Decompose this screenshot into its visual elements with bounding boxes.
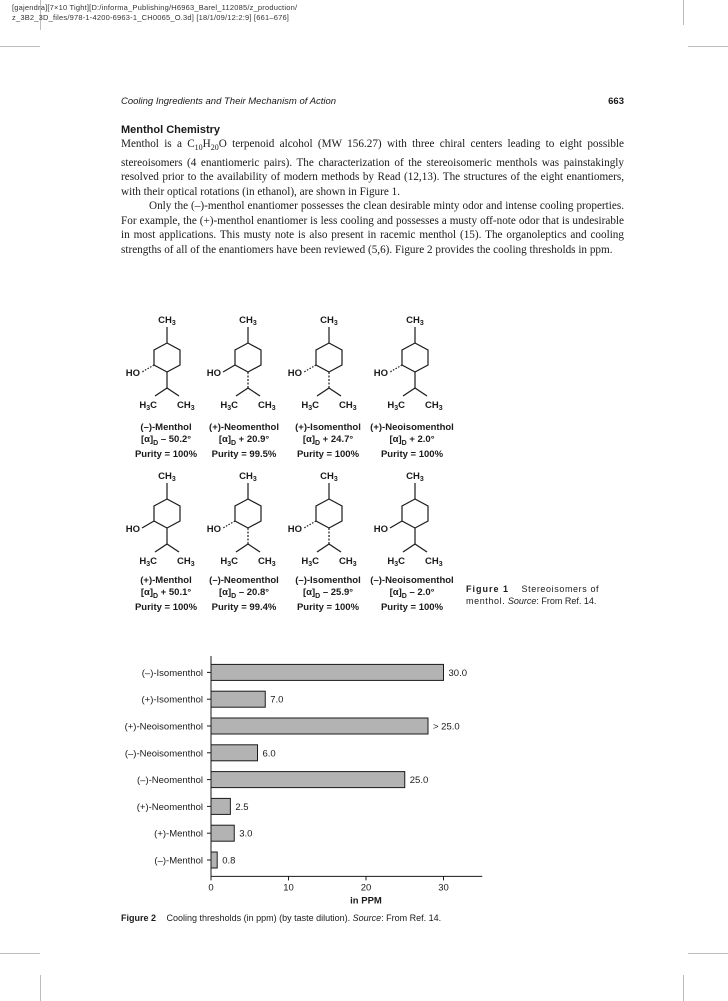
- running-head: [121, 96, 624, 107]
- bar: [211, 745, 258, 761]
- stereoisomer-name: (–)-Menthol: [140, 422, 192, 433]
- value-label: > 25.0: [433, 721, 460, 733]
- isopropyl-branch: [403, 388, 415, 396]
- purity: Purity = 99.4%: [211, 601, 277, 613]
- purity: Purity = 100%: [296, 448, 360, 460]
- running-head-title: Cooling Ingredients and Their Mechanism of Action: [121, 96, 337, 107]
- production-slug: [12, 3, 297, 23]
- bar: [211, 798, 230, 814]
- hydroxyl-bond: [142, 365, 154, 372]
- purity: Purity = 100%: [134, 448, 198, 460]
- value-label: 3.0: [239, 828, 253, 840]
- crop-mark: [688, 953, 728, 954]
- bar: [211, 718, 428, 734]
- optical-rotation: $[\alpha]_D + 20.9^\circ$: [218, 433, 270, 447]
- crop-mark: [0, 953, 40, 954]
- menthol-structure: [207, 315, 276, 412]
- x-tick-label: 30: [438, 882, 449, 894]
- figure-2-caption: [121, 913, 621, 925]
- isopropyl-branch: [248, 388, 260, 396]
- purity: Purity = 100%: [296, 601, 360, 613]
- cyclohexane-ring: [316, 499, 342, 528]
- figure-1-label: Figure 1: [466, 584, 510, 594]
- cooling-threshold-chart: [110, 650, 510, 905]
- x-axis-label: in PPM: [350, 895, 382, 905]
- hydroxyl-bond: [304, 521, 316, 528]
- stereoisomer-name: (–)-Neoisomenthol: [370, 575, 454, 586]
- ch3-label: $CH_3$: [158, 315, 176, 327]
- ch3-label: $CH_3$: [177, 556, 195, 568]
- category-label: (+)-Menthol: [154, 828, 203, 840]
- ch3-label: $CH_3$: [239, 471, 257, 483]
- ho-label: HO: [287, 368, 302, 379]
- isopropyl-branch: [155, 544, 167, 552]
- optical-rotation: $[\alpha]_D + 2.0^\circ$: [389, 433, 435, 447]
- value-label: 25.0: [409, 775, 429, 787]
- purity: Purity = 99.5%: [211, 448, 277, 460]
- menthol-structure: [207, 471, 276, 568]
- crop-mark: [688, 46, 728, 47]
- h3c-label: $H_3C$: [220, 400, 238, 412]
- cyclohexane-ring: [316, 343, 342, 372]
- stereoisomer-name: (+)-Neoisomenthol: [370, 422, 454, 433]
- value-label: 6.0: [262, 748, 276, 760]
- isopropyl-branch: [415, 544, 427, 552]
- menthol-chemistry-section: [121, 123, 624, 257]
- hydroxyl-bond: [223, 365, 235, 372]
- isopropyl-branch: [403, 544, 415, 552]
- bar: [211, 772, 405, 788]
- category-label: (–)-Neoisomenthol: [124, 748, 203, 760]
- figure-2-source-text: : From Ref. 14.: [381, 913, 442, 923]
- paragraph-1: [121, 137, 624, 199]
- p1-sub2: 20: [210, 143, 219, 153]
- purity: Purity = 100%: [380, 448, 444, 460]
- isopropyl-branch: [236, 544, 248, 552]
- value-label: 7.0: [270, 694, 284, 706]
- menthol-structure: [288, 315, 357, 412]
- bar: [211, 691, 265, 707]
- x-tick-label: 0: [208, 882, 214, 894]
- category-label: (+)-Neoisomenthol: [124, 721, 203, 733]
- stereoisomer-name: (+)-Isomenthol: [295, 422, 361, 433]
- stereoisomer-label: [201, 575, 287, 613]
- category-label: (–)-Menthol: [154, 855, 203, 867]
- optical-rotation: $[\alpha]_D - 20.8^\circ$: [218, 586, 270, 600]
- menthol-structure: [126, 315, 195, 412]
- figure-1-source-text: : From Ref. 14.: [536, 595, 597, 606]
- h3c-label: $H_3C$: [301, 400, 319, 412]
- h3c-label: $H_3C$: [220, 556, 238, 568]
- slug-line-1: [gajendra][7×10 Tight][D:/informa_Publishing/H6963_Barel_112085/z_production/: [12, 3, 298, 12]
- ch3-label: $CH_3$: [320, 315, 338, 327]
- hydroxyl-bond: [142, 521, 154, 528]
- optical-rotation: $[\alpha]_D + 50.1^\circ$: [140, 586, 192, 600]
- ho-label: HO: [373, 524, 388, 535]
- figure-2-source-label: Source: [352, 913, 382, 923]
- ch3-label: $CH_3$: [406, 315, 424, 327]
- ch3-label: $CH_3$: [177, 400, 195, 412]
- ho-label: HO: [373, 368, 388, 379]
- stereoisomer-label: [285, 575, 371, 613]
- x-tick-label: 20: [360, 882, 372, 894]
- isopropyl-branch: [167, 388, 179, 396]
- value-label: 2.5: [235, 801, 249, 813]
- p1-mid: H: [202, 138, 211, 150]
- section-heading: Menthol Chemistry: [121, 124, 221, 136]
- h3c-label: $H_3C$: [387, 400, 405, 412]
- figure-1-stereoisomers: [115, 310, 465, 618]
- ho-label: HO: [206, 368, 221, 379]
- ch3-label: $CH_3$: [258, 556, 276, 568]
- bar: [211, 852, 217, 868]
- stereoisomer-name: (+)-Neomenthol: [209, 422, 279, 433]
- isopropyl-branch: [155, 388, 167, 396]
- h3c-label: $H_3C$: [387, 556, 405, 568]
- ch3-label: $CH_3$: [158, 471, 176, 483]
- hydroxyl-bond: [304, 365, 316, 372]
- crop-mark: [683, 0, 684, 25]
- optical-rotation: $[\alpha]_D - 2.0^\circ$: [389, 586, 435, 600]
- cyclohexane-ring: [235, 499, 261, 528]
- menthol-structure: [288, 471, 357, 568]
- stereoisomer-name: (+)-Menthol: [140, 575, 192, 586]
- stereoisomer-label: [285, 422, 371, 460]
- isopropyl-branch: [329, 388, 341, 396]
- cyclohexane-ring: [402, 343, 428, 372]
- isopropyl-branch: [248, 544, 260, 552]
- h3c-label: $H_3C$: [139, 400, 157, 412]
- ch3-label: $CH_3$: [406, 471, 424, 483]
- value-label: 0.8: [222, 855, 236, 867]
- bar: [211, 825, 234, 841]
- isopropyl-branch: [329, 544, 341, 552]
- optical-rotation: $[\alpha]_D - 25.9^\circ$: [302, 586, 354, 600]
- figure-2-label: Figure 2: [121, 913, 157, 923]
- p1-sub1: 10: [194, 143, 203, 153]
- category-label: (–)-Isomenthol: [141, 667, 203, 679]
- slug-line-2: z_3B2_3D_files/978-1-4200-6963-1_CH0065_O.3d] [18/1/09/12:2:9] [661–676]: [12, 13, 290, 22]
- ch3-label: $CH_3$: [339, 556, 357, 568]
- value-label: 30.0: [448, 667, 467, 679]
- stereoisomer-name: (–)-Isomenthol: [295, 575, 361, 586]
- stereoisomer-label: [123, 575, 209, 613]
- ho-label: HO: [125, 524, 140, 535]
- crop-mark: [40, 975, 41, 1001]
- structures-drawing: [115, 310, 465, 618]
- hydroxyl-bond: [390, 365, 402, 372]
- purity: Purity = 100%: [380, 601, 444, 613]
- stereoisomer-label: [123, 422, 209, 460]
- ch3-label: $CH_3$: [239, 315, 257, 327]
- paragraph-2: Only the (–)-menthol enantiomer possesses the clean desirable minty odor and intense cooling properties. For example, the (+)-menthol enantiomer is less cooling and possesses a musty off-note odor that is undesirable in most applications. This musty note is also present in racemic menthol (15). The organoleptics and cooling strengths of all of the enantiomers have been reviewed (5,6). Figure 2 provides the cooling thresholds in ppm.: [121, 200, 624, 256]
- stereoisomer-label: [369, 575, 455, 613]
- p1-post: O terpenoid alcohol (MW 156.27) with three chiral centers leading to eight possible stereoisomers (4 enantiomeric pairs). The characterization of the stereoisomeric menthols was painstakingly resolved prior to the availability of modern methods by Read (12,13). The structures of the eight enantiomers, with their optical rotations (in ethanol), are shown in Figure 1.: [121, 138, 624, 198]
- ho-label: HO: [206, 524, 221, 535]
- purity: Purity = 100%: [134, 601, 198, 613]
- ho-label: HO: [125, 368, 140, 379]
- hydroxyl-bond: [390, 521, 402, 528]
- cyclohexane-ring: [235, 343, 261, 372]
- category-label: (+)-Isomenthol: [141, 694, 203, 706]
- ch3-label: $CH_3$: [339, 400, 357, 412]
- cyclohexane-ring: [154, 499, 180, 528]
- ho-label: HO: [287, 524, 302, 535]
- stereoisomer-label: [201, 422, 287, 460]
- isopropyl-branch: [317, 388, 329, 396]
- menthol-structure: [374, 471, 443, 568]
- ch3-label: $CH_3$: [258, 400, 276, 412]
- bar: [211, 664, 444, 680]
- category-label: (+)-Neomenthol: [136, 801, 203, 813]
- crop-mark: [0, 46, 40, 47]
- isopropyl-branch: [167, 544, 179, 552]
- stereoisomer-label: [369, 422, 455, 460]
- menthol-structure: [374, 315, 443, 412]
- figure-1-text: Stereoisomers of menthol.: [466, 584, 600, 606]
- figure-1-source-label: Source: [507, 595, 537, 606]
- crop-mark: [683, 975, 684, 1001]
- x-tick-label: 10: [283, 882, 294, 894]
- ch3-label: $CH_3$: [425, 556, 443, 568]
- isopropyl-branch: [415, 388, 427, 396]
- cyclohexane-ring: [154, 343, 180, 372]
- h3c-label: $H_3C$: [139, 556, 157, 568]
- p1-pre: Menthol is a C: [121, 138, 195, 150]
- hydroxyl-bond: [223, 521, 235, 528]
- menthol-structure: [126, 471, 195, 568]
- isopropyl-branch: [317, 544, 329, 552]
- page-number: 663: [608, 96, 624, 107]
- figure-2-chart: [110, 650, 510, 910]
- isopropyl-branch: [236, 388, 248, 396]
- cyclohexane-ring: [402, 499, 428, 528]
- stereoisomer-name: (–)-Neomenthol: [209, 575, 279, 586]
- figure-1-caption: [466, 584, 626, 607]
- ch3-label: $CH_3$: [425, 400, 443, 412]
- ch3-label: $CH_3$: [320, 471, 338, 483]
- optical-rotation: $[\alpha]_D - 50.2^\circ$: [140, 433, 192, 447]
- category-label: (–)-Neomenthol: [137, 775, 203, 787]
- optical-rotation: $[\alpha]_D + 24.7^\circ$: [302, 433, 354, 447]
- h3c-label: $H_3C$: [301, 556, 319, 568]
- figure-2-text: Cooling thresholds (in ppm) (by taste dilution).: [166, 913, 353, 923]
